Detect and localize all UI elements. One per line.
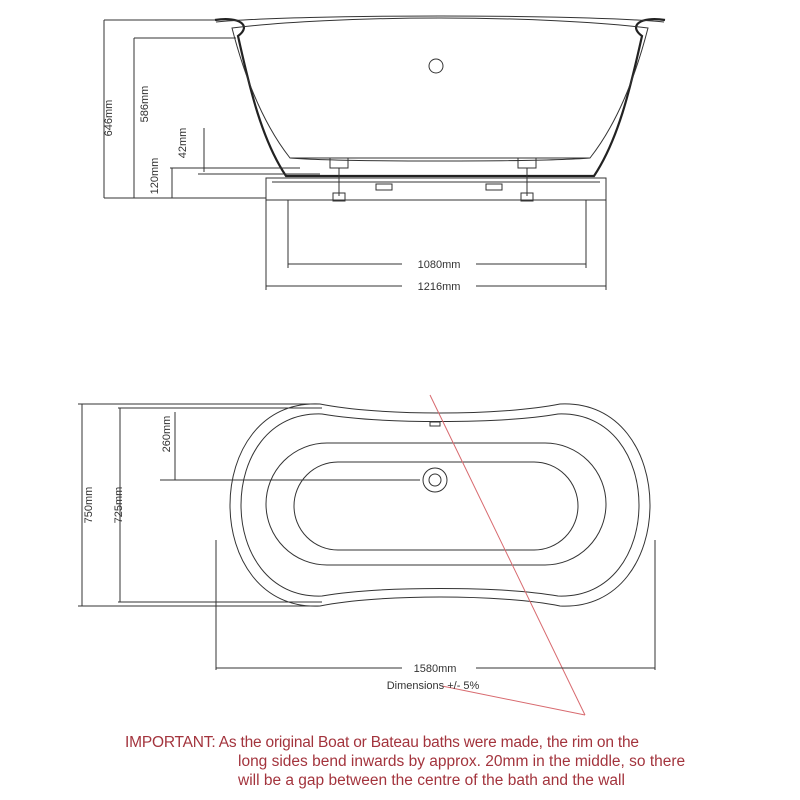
plan-bowl-outer [266, 443, 606, 565]
dim-1580-label: 1580mm [413, 663, 457, 675]
plan-overflow-icon [430, 422, 440, 426]
note-line-2: long sides bend inwards by approx. 20mm in the middle, so there [238, 753, 686, 770]
tub-outer-outline [215, 19, 665, 176]
waste-fitting-2 [486, 184, 502, 190]
plan-view [78, 395, 655, 715]
right-foot [518, 158, 536, 201]
dim-750-label: 750mm [83, 486, 95, 524]
dim-120-label: 120mm [149, 157, 161, 195]
dim-1216-label: 1216mm [417, 281, 461, 293]
waste-inner-icon [429, 474, 441, 486]
note-line-1: As the original Boat or Bateau baths were made, the rim on the [218, 734, 639, 751]
height-dimensions [104, 20, 320, 198]
dim-260-label: 260mm [161, 415, 173, 453]
important-note [125, 733, 765, 790]
dim-646-label: 646mm [103, 99, 115, 137]
plan-bowl-inner [294, 462, 578, 550]
tub-rim [216, 16, 664, 22]
tolerance-label: Dimensions +/- 5% [386, 680, 480, 692]
width-dimensions [266, 200, 606, 290]
side-elevation-view [103, 16, 665, 293]
dim-42-label: 42mm [177, 127, 189, 159]
waste-fitting [376, 184, 392, 190]
plan-rim-inner [241, 414, 639, 596]
note-label: IMPORTANT: [125, 734, 216, 751]
note-line-3: will be a gap between the centre of the bath and the wall [238, 772, 625, 789]
tub-inner-outline [232, 18, 648, 158]
dim-725-label: 725mm [113, 486, 125, 524]
overflow-icon [429, 59, 443, 73]
left-foot [330, 158, 348, 201]
dim-586-label: 586mm [139, 85, 151, 123]
plinth-base [266, 178, 606, 200]
plan-outer-rim [230, 404, 650, 606]
dim-1080-label: 1080mm [417, 259, 461, 271]
waste-outer-icon [423, 468, 447, 492]
